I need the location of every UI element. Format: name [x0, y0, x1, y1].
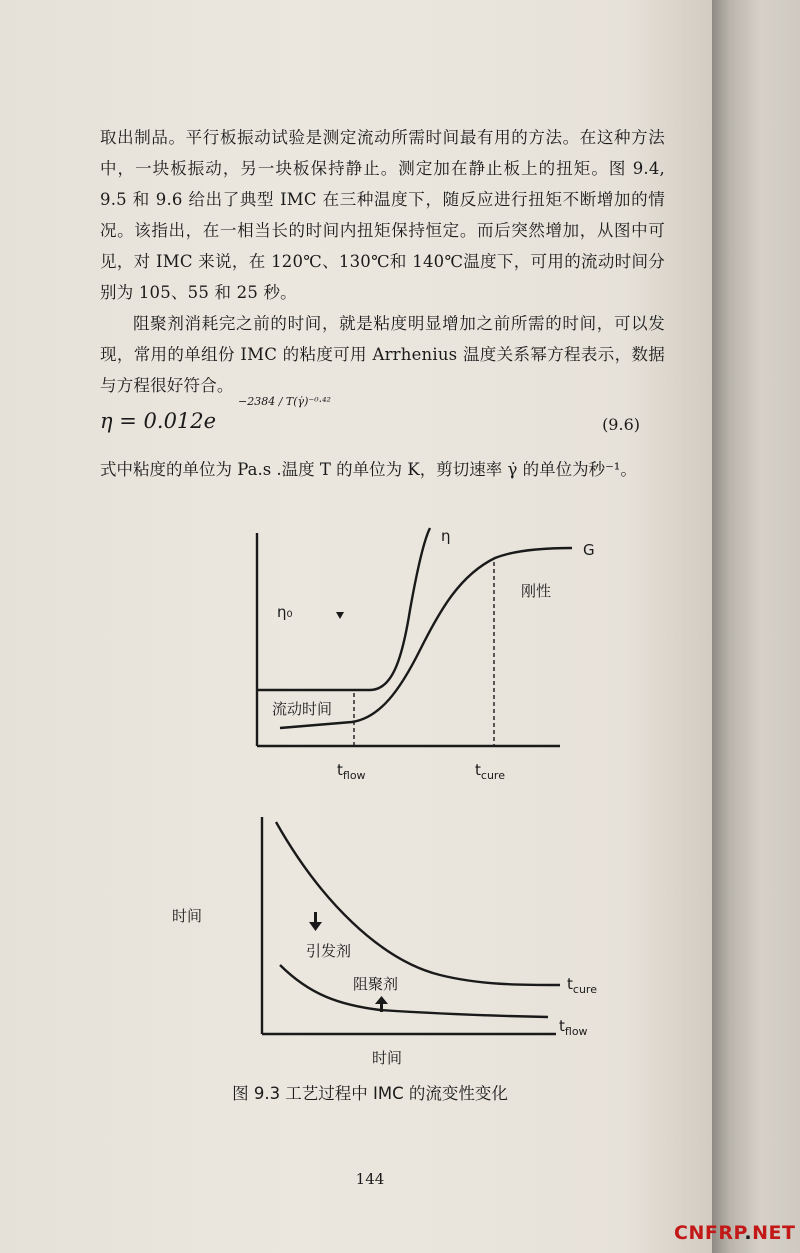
watermark-dot: .	[744, 1222, 753, 1244]
equation-exponent: −2384 / T(γ̇)⁻⁰·⁴²	[238, 395, 331, 408]
watermark-right: NET	[752, 1222, 796, 1244]
t-cure-label-bottom: $t_{cure}$	[567, 975, 597, 996]
t-flow-label-bottom: $t_{flow}$	[559, 1017, 588, 1038]
arrow-down-icon	[336, 612, 344, 619]
rigidity-label: 刚性	[521, 582, 552, 600]
inhibitor-curve	[280, 965, 548, 1017]
x-axis-label: 时间	[372, 1049, 403, 1067]
t-cure-label: $t_{cure}$	[475, 761, 505, 782]
g-label: G	[583, 541, 595, 559]
paragraph-2: 阻聚剂消耗完之前的时间，就是粘度明显增加之前所需的时间，可以发现，常用的单组份 IMC 的粘度可用 Arrhenius 温度关系幂方程表示，数据与方程很好符合。	[100, 314, 665, 395]
inhibitor-label: 阻聚剂	[353, 975, 399, 993]
eta-label: η	[441, 527, 451, 545]
arrow-down-icon	[309, 922, 322, 931]
flow-time-label: 流动时间	[272, 700, 333, 718]
initiator-curve	[276, 822, 560, 985]
equation-number: (9.6)	[602, 415, 640, 434]
page-number: 144	[355, 1170, 385, 1188]
eta0-label: η₀	[277, 603, 293, 621]
t-flow-label: $t_{flow}$	[337, 761, 366, 782]
site-watermark	[674, 1222, 795, 1244]
arrow-up-icon	[375, 996, 388, 1004]
paragraph-3: 式中粘度的单位为 Pa.s .温度 T 的单位为 K，剪切速率 γ̇ 的单位为秒⁻¹。	[100, 460, 637, 479]
equation-main: η = 0.012e	[100, 409, 217, 433]
watermark-left: CNFRP	[674, 1222, 745, 1244]
paragraph-1: 取出制品。平行板振动试验是测定流动所需时间最有用的方法。在这种方法中，一块板振动，另一块板保持静止。测定加在静止板上的扭矩。图 9.4, 9.5 和 9.6 给出了典型 IMC 在三种温度下，随反应进行扭矩不断增加的情况。该指出，在一相当长的时间内扭矩保持恒定。而后突然增加，从图中可见，对 IMC 来说，在 120℃、130℃和 140℃温度下，可用的流动时间分别为 105、55 和 25 秒。	[100, 128, 665, 302]
time-label-side: 时间	[172, 907, 203, 925]
initiator-label: 引发剂	[306, 942, 352, 960]
figure-caption: 图 9.3 工艺过程中 IMC 的流变性变化	[232, 1084, 508, 1103]
